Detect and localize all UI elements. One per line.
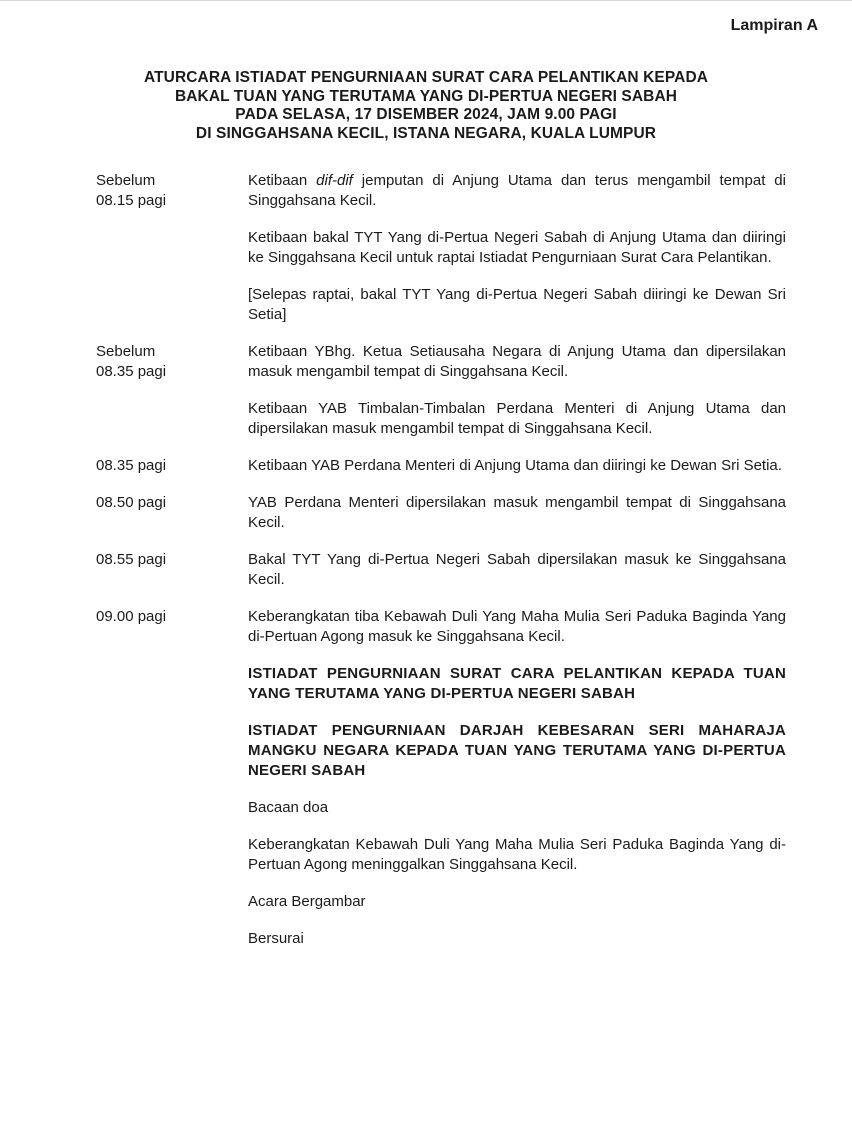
entry-paragraph: Bakal TYT Yang di-Pertua Negeri Sabah dipersilakan masuk ke Singgahsana Kecil. — [248, 551, 786, 588]
entry-time — [0, 456, 248, 476]
time-line: 08.15 pagi — [96, 192, 167, 209]
entry-time — [0, 550, 248, 570]
paragraph-text: jemputan di Anjung Utama dan terus mengambil tempat di Singgahsana Kecil. — [248, 172, 786, 209]
document-title — [0, 69, 852, 143]
entry-time — [0, 607, 248, 627]
time-line: 08.55 pagi — [96, 551, 167, 568]
paragraph-text: Ketibaan — [248, 172, 317, 189]
entry-time — [0, 171, 248, 211]
entry-items — [248, 493, 786, 550]
entry-time — [0, 342, 248, 382]
title-line-2: BAKAL TUAN YANG TERUTAMA YANG DI-PERTUA NEGERI SABAH — [174, 87, 678, 105]
entry-items — [248, 550, 786, 607]
entry-paragraph: Ketibaan bakal TYT Yang di-Pertua Negeri Sabah di Anjung Utama dan diiringi ke Singgahsana Kecil untuk raptai Istiadat Pengurniaan Surat Cara Pelantikan. — [248, 229, 786, 266]
entry-paragraph: Acara Bergambar — [248, 893, 366, 910]
time-line: 08.35 pagi — [96, 457, 167, 474]
entry-items — [248, 171, 786, 342]
entry-paragraph: Bacaan doa — [248, 799, 329, 816]
paragraph-italic-text: dif-dif — [316, 172, 353, 189]
annex-label: Lampiran A — [730, 17, 818, 34]
schedule-entry — [0, 171, 852, 342]
title-line-4: DI SINGGAHSANA KECIL, ISTANA NEGARA, KUALA LUMPUR — [195, 124, 657, 142]
time-line: 08.50 pagi — [96, 494, 167, 511]
time-line: 09.00 pagi — [96, 608, 167, 625]
entry-items — [248, 342, 786, 456]
entry-paragraph: Ketibaan YAB Timbalan-Timbalan Perdana Menteri di Anjung Utama dan dipersilakan masuk mengambil tempat di Singgahsana Kecil. — [248, 400, 786, 437]
time-line: Sebelum — [96, 343, 156, 360]
time-line: 08.35 pagi — [96, 363, 167, 380]
ceremony-heading: ISTIADAT PENGURNIAAN DARJAH KEBESARAN SERI MAHARAJA MANGKU NEGARA KEPADA TUAN YANG TERUTAMA YANG DI-PERTUA NEGERI SABAH — [248, 722, 786, 779]
schedule-entry — [0, 607, 852, 966]
entry-items — [248, 456, 786, 493]
entry-paragraph: Keberangkatan Kebawah Duli Yang Maha Mulia Seri Paduka Baginda Yang di-Pertuan Agong meninggalkan Singgahsana Kecil. — [248, 836, 786, 873]
entry-paragraph: Ketibaan YBhg. Ketua Setiausaha Negara di Anjung Utama dan dipersilakan masuk mengambil tempat di Singgahsana Kecil. — [248, 343, 786, 380]
title-line-3: PADA SELASA, 17 DISEMBER 2024, JAM 9.00 PAGI — [235, 106, 617, 123]
entry-paragraph: Bersurai — [248, 930, 304, 947]
ceremony-heading: ISTIADAT PENGURNIAAN SURAT CARA PELANTIKAN KEPADA TUAN YANG TERUTAMA YANG DI-PERTUA NEGERI SABAH — [248, 665, 786, 702]
entry-paragraph: [Selepas raptai, bakal TYT Yang di-Pertua Negeri Sabah diiringi ke Dewan Sri Setia] — [248, 286, 786, 323]
entry-paragraph — [248, 171, 786, 211]
schedule-entry — [0, 550, 852, 607]
entry-paragraph: Keberangkatan tiba Kebawah Duli Yang Maha Mulia Seri Paduka Baginda Yang di-Pertuan Agong masuk ke Singgahsana Kecil. — [248, 608, 786, 645]
entry-paragraph: Ketibaan YAB Perdana Menteri di Anjung Utama dan diiringi ke Dewan Sri Setia. — [248, 457, 782, 474]
time-line: Sebelum — [96, 172, 156, 189]
entry-time — [0, 493, 248, 513]
entry-items — [248, 607, 786, 966]
schedule-entry — [0, 342, 852, 456]
schedule-entry — [0, 456, 852, 493]
schedule-list — [0, 171, 852, 966]
title-line-1: ATURCARA ISTIADAT PENGURNIAAN SURAT CARA PELANTIKAN KEPADA — [143, 69, 709, 86]
schedule-entry — [0, 493, 852, 550]
entry-paragraph: YAB Perdana Menteri dipersilakan masuk mengambil tempat di Singgahsana Kecil. — [248, 494, 786, 531]
